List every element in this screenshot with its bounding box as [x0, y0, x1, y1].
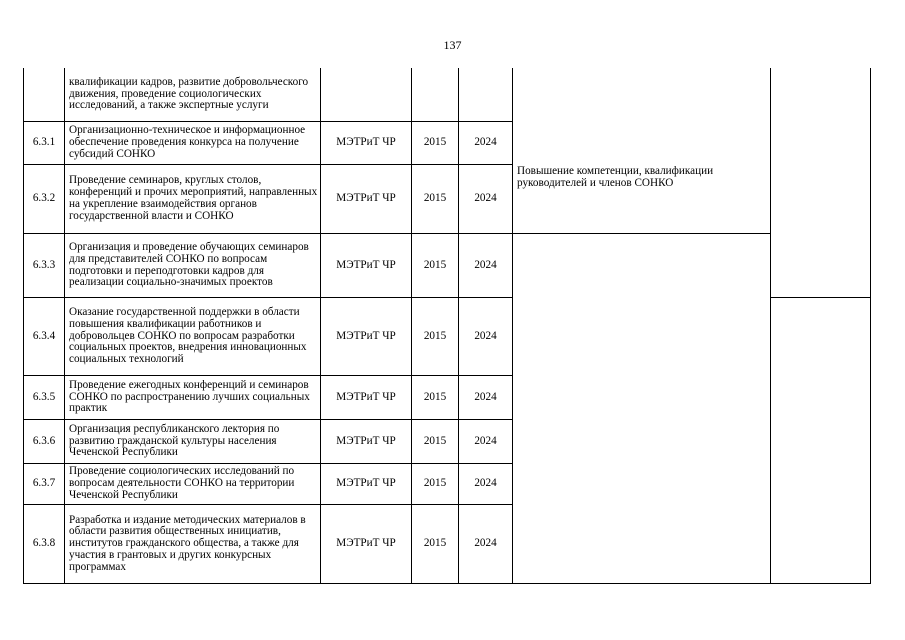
table-cell-name: Проведение ежегодных конференций и семинаров СОНКО по распространению лучших социальных практик — [69, 378, 310, 415]
table-rule — [870, 68, 871, 584]
table-cell-end: 2024 — [474, 434, 497, 447]
table-cell-name: Организационно-техническое и информационное обеспечение проведения конкурса на получение субсидий СОНКО — [69, 124, 306, 160]
table-rule — [770, 297, 871, 298]
table-rule — [23, 583, 871, 584]
table-cell-num: 6.3.7 — [32, 477, 56, 490]
table-cell-num: 6.3.2 — [32, 192, 56, 205]
table-cell-num: 6.3.5 — [32, 390, 56, 403]
table-cell-end: 2024 — [474, 136, 497, 149]
table-cell-name: Организация и проведение обучающих семинаров для представителей СОНКО по вопросам подготовки и переподготовки кадров для реализации социально-значимых проектов — [69, 240, 309, 289]
table-cell-executor: МЭТРиТ ЧР — [336, 477, 396, 490]
table-cell-executor: МЭТРиТ ЧР — [336, 537, 396, 550]
table-cell-end: 2024 — [474, 477, 497, 490]
table-cell-num: 6.3.1 — [32, 136, 56, 149]
table-cell-name: Проведение семинаров, круглых столов, конференций и прочих мероприятий, направленных на укрепление взаимодействия органов государственной власти и СОНКО — [69, 174, 318, 222]
table-cell-executor: МЭТРиТ ЧР — [336, 390, 396, 403]
table-cell-start: 2015 — [423, 434, 447, 447]
table-cell-end: 2024 — [474, 537, 497, 550]
table-rule — [770, 68, 771, 584]
table-cell-num: 6.3.3 — [32, 258, 56, 271]
table-cell-executor: МЭТРиТ ЧР — [336, 136, 396, 149]
table-cell-name: Проведение социологических исследований по вопросам деятельности СОНКО на территории Чеченской Республики — [69, 465, 295, 501]
table-cell-start: 2015 — [423, 192, 447, 205]
table-cell-name: Разработка и издание методических материалов в области развития общественных инициатив, институтов гражданского общества, а также для участия в грантовых и других конкурсных программах — [69, 513, 306, 573]
table-cell-end: 2024 — [474, 390, 497, 403]
table-cell-start: 2015 — [423, 136, 447, 149]
table-cell-start: 2015 — [423, 329, 447, 342]
table-cell-executor: МЭТРиТ ЧР — [336, 258, 396, 271]
page-number: 137 — [443, 38, 462, 52]
table-cell-start: 2015 — [423, 390, 447, 403]
table-cell-executor: МЭТРиТ ЧР — [336, 434, 396, 447]
table-cell-end: 2024 — [474, 329, 497, 342]
table-cell-name: квалификации кадров, развитие добровольческого движения, проведение социологических исследований, а также экспертные услуги — [69, 75, 309, 112]
table-cell-executor: МЭТРиТ ЧР — [336, 192, 396, 205]
table-cell-num: 6.3.4 — [32, 329, 56, 342]
table-cell-name: Оказание государственной поддержки в области повышения квалификации работников и добровольцев СОНКО по вопросам разработки социальных проектов, внедрения инновационных социальных технологий — [69, 306, 307, 366]
table-cell-start: 2015 — [423, 477, 447, 490]
table-cell-start: 2015 — [423, 537, 447, 550]
table-cell-name: Организация республиканского лектория по развитию гражданской культуры населения Чеченской Республики — [69, 422, 280, 459]
table-cell-result: Повышение компетенции, квалификации руководителей и членов СОНКО — [517, 164, 714, 189]
table-cell-num: 6.3.8 — [32, 537, 56, 550]
table-cell-executor: МЭТРиТ ЧР — [336, 329, 396, 342]
table-cell-end: 2024 — [474, 258, 497, 271]
table-cell-num: 6.3.6 — [32, 434, 56, 447]
table-cell-end: 2024 — [474, 192, 497, 205]
table-cell-start: 2015 — [423, 258, 447, 271]
